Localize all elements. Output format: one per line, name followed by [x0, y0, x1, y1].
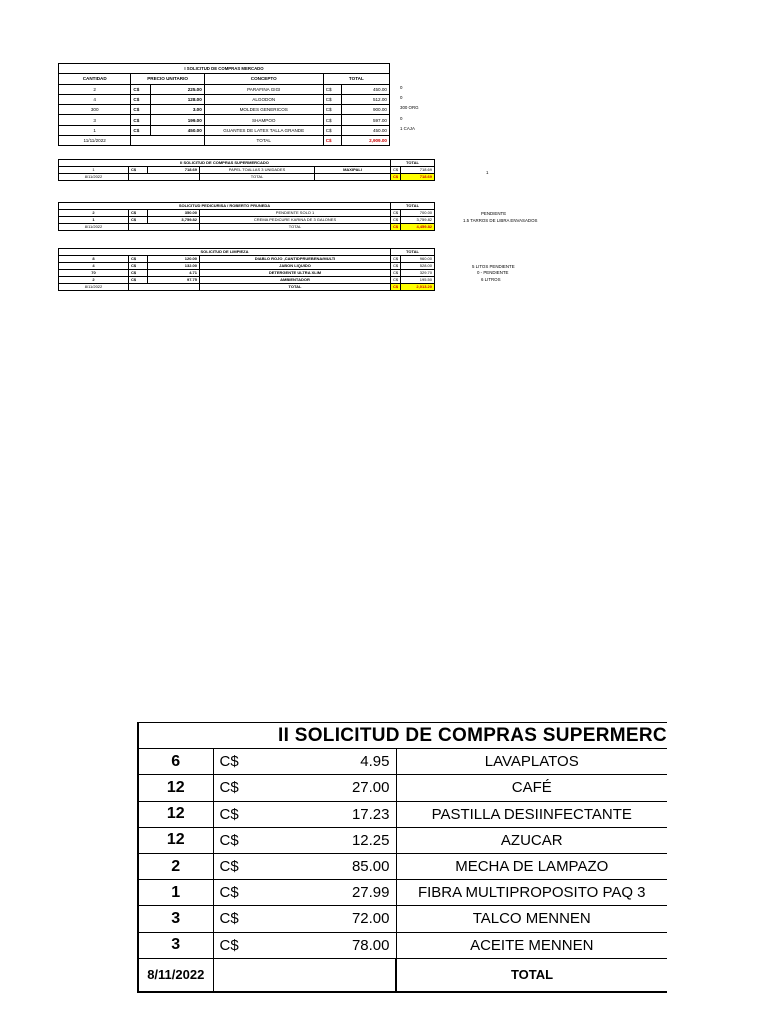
footer-total-label: TOTAL [396, 958, 667, 992]
table-row: 1 C$ 27.99 FIBRA MULTIPROPOSITO PAQ 3 [138, 880, 667, 906]
table-row: 6 C$ 4.95 LAVAPLATOS [138, 749, 667, 775]
footer-date: 8/11/2022 [138, 958, 213, 992]
col-concepto: CONCEPTO [204, 74, 323, 84]
table-row: 4 C$ 128.00 ALGODON C$ 512.00 [59, 94, 390, 104]
col-precio-unitario: PRECIO UNITARIO [131, 74, 204, 84]
table-row: 2 C$ 97.75 AMBIENTADOR C$ 195.50 [59, 277, 435, 284]
side-note: 0 [400, 95, 403, 100]
limpieza-title: SOLICITUD DE LIMPIEZA [59, 249, 391, 256]
table-row: 2 C$ 85.00 MECHA DE LAMPAZO [138, 853, 667, 879]
mercado-table [58, 63, 390, 146]
total-row [138, 958, 667, 992]
side-note: 0 [400, 85, 403, 90]
table-row: 2 C$ 350.00 PENDIENTE SOLO 1 C$ 700.00 [59, 210, 435, 217]
mercado-title: I SOLICITUD DE COMPRAS MERCADO [59, 64, 390, 74]
table-row: 3 C$ 72.00 TALCO MENNEN [138, 906, 667, 932]
supermercado-title: II SOLICITUD DE COMPRAS SUPERMERCADO [59, 160, 391, 167]
table-row: 70 C$ 4.71 DETERGENTE ULTRA XLIM C$ 329.70 [59, 270, 435, 277]
table-row: 12 C$ 27.00 CAFÉ [138, 775, 667, 801]
table-row: 3 C$ 78.00 ACEITE MENNEN [138, 932, 667, 958]
side-note: 300 ORG [400, 105, 419, 110]
table-row: 12 C$ 17.23 PASTILLA DESIINFECTANTE [138, 801, 667, 827]
side-note: 1 [486, 170, 489, 175]
side-note: 5 LITOS PENDIENTE [472, 264, 515, 269]
pedicurista-table: SOLICITUD PEDICURISA / ROBERTO PRUNEDA TOTAL 2 C$ 350.00 PENDIENTE SOLO 1 C$ 700.00 1 C$ 3,759.82 CREMA PEDICURE KARINA DE 3 GALONES C$ 3,759.82 8/11/2022 TOTAL C$ 4,459.82 [58, 202, 435, 231]
supermercado-table: II SOLICITUD DE COMPRAS SUPERMERCADO TOTAL 1 C$ 718.69 PAPEL TOALLAS 3 UNIDADES MAXIPALI C$ 718.69 8/11/2022 TOTAL C$ 718.69 [58, 159, 435, 181]
table-row: 1 C$ 3,759.82 CREMA PEDICURE KARINA DE 3 GALONES C$ 3,759.82 [59, 217, 435, 224]
table-row: 1 C$ 450.00 GUANTES DE LATEX TALLA GRANDE C$ 450.00 [59, 125, 390, 135]
table-row: 8 C$ 120.00 DIABLO ROJO ,CANTIDPRUEBENA/MULTI C$ 960.00 [59, 256, 435, 263]
total-row: 8/11/2022 TOTAL C$ 2,013.20 [59, 284, 435, 291]
side-note: 1 CAJA [400, 126, 415, 131]
total-row: 8/11/2022 TOTAL C$ 718.69 [59, 174, 435, 181]
zoomed-title: II SOLICITUD DE COMPRAS SUPERMERC [138, 723, 667, 749]
table-row: 2 C$ 225.00 PARAFINA GIGI C$ 450.00 [59, 84, 390, 94]
total-row: 11/11/2022 TOTAL C$ 2,909.00 [59, 136, 390, 146]
zoomed-supermercado-table [137, 722, 667, 993]
side-note: 6 LITROS [481, 277, 501, 282]
table-row: 300 C$ 3.00 MOLDES GENERICOS C$ 900.00 [59, 105, 390, 115]
col-total: TOTAL [323, 74, 389, 84]
pedicurista-title: SOLICITUD PEDICURISA / ROBERTO PRUNEDA [59, 203, 391, 210]
table-row: 4 C$ 132.00 JABON LIQUIDO C$ 528.00 [59, 263, 435, 270]
side-note: 0 - PENDIENTE [477, 270, 509, 275]
table-row: 3 C$ 199.00 SHAMPOO C$ 597.00 [59, 115, 390, 125]
side-note: 1.5 TARROS DE LIBRA ENVASADOS [463, 218, 538, 223]
table-row: 1 C$ 718.69 PAPEL TOALLAS 3 UNIDADES MAXIPALI C$ 718.69 [59, 167, 435, 174]
col-cantidad: CANTIDAD [59, 74, 131, 84]
total-row: 8/11/2022 TOTAL C$ 4,459.82 [59, 224, 435, 231]
side-note: 0 [400, 116, 403, 121]
table-row: 12 C$ 12.25 AZUCAR [138, 827, 667, 853]
side-note: PENDIENTE [481, 211, 507, 216]
limpieza-table: SOLICITUD DE LIMPIEZA TOTAL 8 C$ 120.00 DIABLO ROJO ,CANTIDPRUEBENA/MULTI C$ 960.00 4 C$ 132.00 JABON LIQUIDO C$ 528.00 70 C$ 4.71 DETERGENTE ULTRA XLIM C$ 329.70 2 C$ 97.75 AMBIENTADOR C$ 195.50 8/11/2022 TOTAL C$ 2,013.20 [58, 248, 435, 291]
